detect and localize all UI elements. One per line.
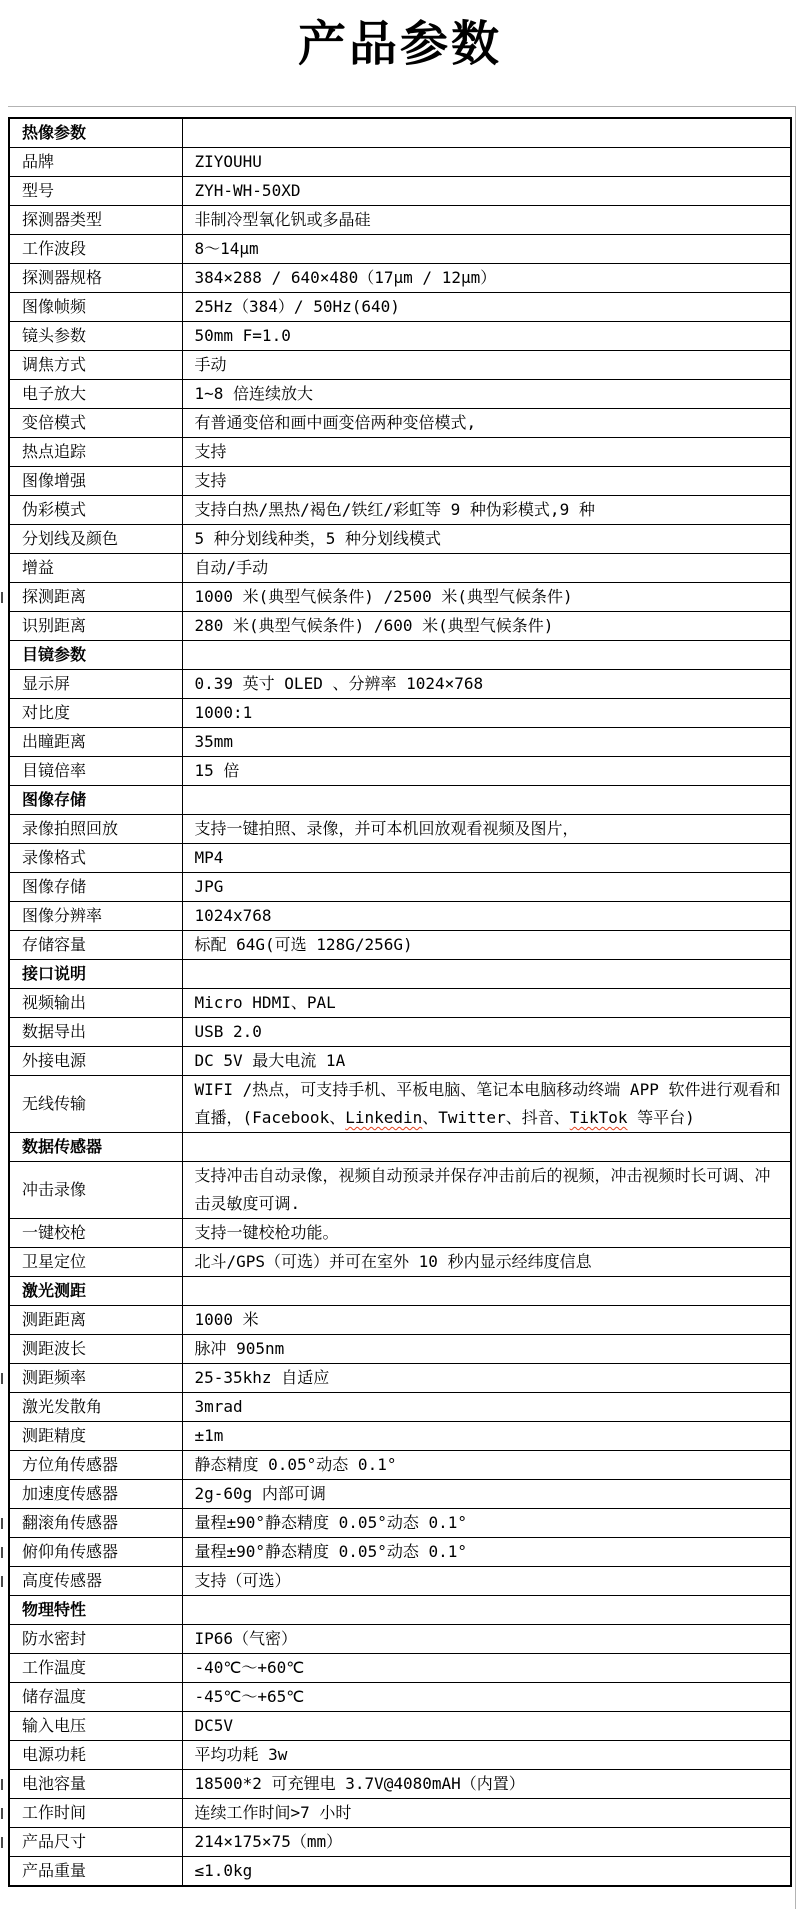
spec-label: 调焦方式 xyxy=(9,351,182,380)
spec-value: 35mm xyxy=(182,728,791,757)
table-row xyxy=(9,1683,791,1712)
spec-label: 测距精度 xyxy=(9,1422,182,1451)
section-row xyxy=(9,1596,791,1625)
spec-label: 显示屏 xyxy=(9,670,182,699)
section-row xyxy=(9,1133,791,1162)
page-title: 产品参数 xyxy=(297,16,502,72)
table-row xyxy=(9,1741,791,1770)
spec-label: 测距频率 xyxy=(9,1364,182,1393)
table-row xyxy=(9,235,791,264)
table-row xyxy=(9,1712,791,1741)
value-text: WIFI /热点，可支持手机、平板电脑、笔记本电脑移动终端 APP 软件进行观看和直播，(Facebook、 xyxy=(194,1080,781,1127)
spec-value: 手动 xyxy=(182,351,791,380)
spec-value: MP4 xyxy=(182,844,791,873)
spec-label: 热点追踪 xyxy=(9,438,182,467)
spec-label: 识别距离 xyxy=(9,612,182,641)
spec-label: 图像增强 xyxy=(9,467,182,496)
spec-value: 2g-60g 内部可调 xyxy=(182,1480,791,1509)
table-row xyxy=(9,1335,791,1364)
spec-label: 数据导出 xyxy=(9,1018,182,1047)
spec-value: 3mrad xyxy=(182,1393,791,1422)
spec-label: 产品尺寸 xyxy=(9,1828,182,1857)
spec-label: 高度传感器 xyxy=(9,1567,182,1596)
spec-value: 支持（可选） xyxy=(182,1567,791,1596)
spec-label: 工作波段 xyxy=(9,235,182,264)
spec-label: 外接电源 xyxy=(9,1047,182,1076)
spec-value: DC 5V 最大电流 1A xyxy=(182,1047,791,1076)
spec-label: 无线传输 xyxy=(9,1076,182,1133)
spec-label: 测距波长 xyxy=(9,1335,182,1364)
table-row xyxy=(9,931,791,960)
table-row xyxy=(9,1567,791,1596)
table-row xyxy=(9,670,791,699)
table-row xyxy=(9,1393,791,1422)
spec-table-container xyxy=(8,106,796,1909)
spec-value: -40℃～+60℃ xyxy=(182,1654,791,1683)
spec-label: 目镜倍率 xyxy=(9,757,182,786)
spec-value: 1~8 倍连续放大 xyxy=(182,380,791,409)
spec-label: 品牌 xyxy=(9,148,182,177)
spec-label: 图像帧频 xyxy=(9,293,182,322)
table-row xyxy=(9,1162,791,1219)
spec-value xyxy=(182,960,791,989)
section-title: 激光测距 xyxy=(9,1277,182,1306)
revision-mark xyxy=(1,592,3,603)
spec-value: 1000 米 xyxy=(182,1306,791,1335)
table-row xyxy=(9,1076,791,1133)
spec-label: 变倍模式 xyxy=(9,409,182,438)
spec-value: Micro HDMI、PAL xyxy=(182,989,791,1018)
spec-label: 储存温度 xyxy=(9,1683,182,1712)
table-row xyxy=(9,1422,791,1451)
spec-value: 214×175×75（mm） xyxy=(182,1828,791,1857)
table-row xyxy=(9,177,791,206)
revision-mark xyxy=(1,1808,3,1819)
spec-value xyxy=(182,1277,791,1306)
spec-label: 电子放大 xyxy=(9,380,182,409)
spec-label: 图像分辨率 xyxy=(9,902,182,931)
table-row xyxy=(9,525,791,554)
spec-label: 激光发散角 xyxy=(9,1393,182,1422)
table-row xyxy=(9,1828,791,1857)
spec-value: 支持一键校枪功能。 xyxy=(182,1219,791,1248)
spec-label: 电源功耗 xyxy=(9,1741,182,1770)
section-row xyxy=(9,1277,791,1306)
spec-label: 一键校枪 xyxy=(9,1219,182,1248)
spec-value: 25-35khz 自适应 xyxy=(182,1364,791,1393)
table-row xyxy=(9,612,791,641)
spec-label: 卫星定位 xyxy=(9,1248,182,1277)
table-row xyxy=(9,409,791,438)
spellchecked-word: Linkedin xyxy=(345,1108,423,1127)
spec-value: ≤1.0kg xyxy=(182,1857,791,1887)
spec-label: 工作时间 xyxy=(9,1799,182,1828)
spec-label: 对比度 xyxy=(9,699,182,728)
table-row xyxy=(9,699,791,728)
spec-value: 384×288 / 640×480（17μm / 12μm） xyxy=(182,264,791,293)
revision-mark xyxy=(1,1576,3,1587)
table-row xyxy=(9,206,791,235)
revision-mark xyxy=(1,1518,3,1529)
spec-label: 探测距离 xyxy=(9,583,182,612)
table-row xyxy=(9,148,791,177)
spec-label: 冲击录像 xyxy=(9,1162,182,1219)
table-row xyxy=(9,757,791,786)
section-title: 物理特性 xyxy=(9,1596,182,1625)
spec-value: 18500*2 可充锂电 3.7V@4080mAH（内置） xyxy=(182,1770,791,1799)
spec-label: 伪彩模式 xyxy=(9,496,182,525)
section-title: 接口说明 xyxy=(9,960,182,989)
spec-value: 25Hz（384）/ 50Hz(640) xyxy=(182,293,791,322)
table-row xyxy=(9,902,791,931)
spec-value: 脉冲 905nm xyxy=(182,1335,791,1364)
revision-mark xyxy=(1,1373,3,1384)
spec-table xyxy=(8,117,792,1887)
section-title: 图像存储 xyxy=(9,786,182,815)
revision-mark xyxy=(1,1837,3,1848)
spec-value: USB 2.0 xyxy=(182,1018,791,1047)
spec-label: 电池容量 xyxy=(9,1770,182,1799)
spec-label: 防水密封 xyxy=(9,1625,182,1654)
spec-label: 产品重量 xyxy=(9,1857,182,1887)
spec-value: 1000:1 xyxy=(182,699,791,728)
spec-label: 出瞳距离 xyxy=(9,728,182,757)
table-row xyxy=(9,1857,791,1887)
spec-value: 支持白热/黑热/褐色/铁红/彩虹等 9 种伪彩模式,9 种 xyxy=(182,496,791,525)
table-row xyxy=(9,989,791,1018)
spec-value xyxy=(182,1076,791,1133)
spec-value: 8～14μm xyxy=(182,235,791,264)
spec-value: 支持 xyxy=(182,438,791,467)
spec-value: JPG xyxy=(182,873,791,902)
value-text: 、Twitter、抖音、 xyxy=(422,1108,570,1127)
spec-label: 测距距离 xyxy=(9,1306,182,1335)
table-row xyxy=(9,496,791,525)
table-row xyxy=(9,264,791,293)
table-row xyxy=(9,1480,791,1509)
table-row xyxy=(9,467,791,496)
table-row xyxy=(9,1770,791,1799)
spec-value: 0.39 英寸 OLED 、分辨率 1024×768 xyxy=(182,670,791,699)
spec-label: 镜头参数 xyxy=(9,322,182,351)
section-row xyxy=(9,786,791,815)
spec-value: 连续工作时间>7 小时 xyxy=(182,1799,791,1828)
revision-mark xyxy=(1,1779,3,1790)
spec-label: 翻滚角传感器 xyxy=(9,1509,182,1538)
spec-value: 1024x768 xyxy=(182,902,791,931)
spec-label: 俯仰角传感器 xyxy=(9,1538,182,1567)
spec-label: 分划线及颜色 xyxy=(9,525,182,554)
spec-value: 50mm F=1.0 xyxy=(182,322,791,351)
spec-label: 增益 xyxy=(9,554,182,583)
section-title: 热像参数 xyxy=(9,118,182,148)
table-row xyxy=(9,1799,791,1828)
table-row xyxy=(9,1219,791,1248)
table-row xyxy=(9,1364,791,1393)
spec-value xyxy=(182,118,791,148)
spec-value: 非制冷型氧化钒或多晶硅 xyxy=(182,206,791,235)
value-text: 等平台) xyxy=(627,1108,695,1127)
spec-label: 探测器类型 xyxy=(9,206,182,235)
section-row xyxy=(9,641,791,670)
table-row xyxy=(9,554,791,583)
spec-label: 视频输出 xyxy=(9,989,182,1018)
spec-value: ±1m xyxy=(182,1422,791,1451)
table-row xyxy=(9,1047,791,1076)
table-row xyxy=(9,1018,791,1047)
table-row xyxy=(9,380,791,409)
table-row xyxy=(9,1538,791,1567)
spec-value: 北斗/GPS（可选）并可在室外 10 秒内显示经纬度信息 xyxy=(182,1248,791,1277)
spec-value: IP66（气密） xyxy=(182,1625,791,1654)
table-row xyxy=(9,322,791,351)
spec-value: 5 种分划线种类，5 种分划线模式 xyxy=(182,525,791,554)
spec-label: 加速度传感器 xyxy=(9,1480,182,1509)
spec-value xyxy=(182,1596,791,1625)
spec-value: DC5V xyxy=(182,1712,791,1741)
spec-value: 静态精度 0.05°动态 0.1° xyxy=(182,1451,791,1480)
table-row xyxy=(9,873,791,902)
spec-value: 量程±90°静态精度 0.05°动态 0.1° xyxy=(182,1538,791,1567)
table-row xyxy=(9,1306,791,1335)
spec-label: 录像格式 xyxy=(9,844,182,873)
spec-label: 图像存储 xyxy=(9,873,182,902)
spec-label: 录像拍照回放 xyxy=(9,815,182,844)
spec-label: 探测器规格 xyxy=(9,264,182,293)
spec-value xyxy=(182,1133,791,1162)
section-row xyxy=(9,118,791,148)
section-title: 数据传感器 xyxy=(9,1133,182,1162)
spec-value: 自动/手动 xyxy=(182,554,791,583)
section-title: 目镜参数 xyxy=(9,641,182,670)
spec-value: 15 倍 xyxy=(182,757,791,786)
spec-value: ZYH-WH-50XD xyxy=(182,177,791,206)
table-row xyxy=(9,1509,791,1538)
table-row xyxy=(9,728,791,757)
table-row xyxy=(9,293,791,322)
table-row xyxy=(9,438,791,467)
table-row xyxy=(9,815,791,844)
spec-value: 280 米(典型气候条件) /600 米(典型气候条件) xyxy=(182,612,791,641)
table-row xyxy=(9,351,791,380)
spec-value: 量程±90°静态精度 0.05°动态 0.1° xyxy=(182,1509,791,1538)
spec-label: 方位角传感器 xyxy=(9,1451,182,1480)
table-row xyxy=(9,844,791,873)
spec-value xyxy=(182,786,791,815)
spec-value: 平均功耗 3w xyxy=(182,1741,791,1770)
table-row xyxy=(9,1451,791,1480)
spec-value: 1000 米(典型气候条件) /2500 米(典型气候条件) xyxy=(182,583,791,612)
spec-value: 标配 64G(可选 128G/256G) xyxy=(182,931,791,960)
revision-mark xyxy=(1,1547,3,1558)
spec-value: -45℃～+65℃ xyxy=(182,1683,791,1712)
spec-label: 工作温度 xyxy=(9,1654,182,1683)
spec-label: 存储容量 xyxy=(9,931,182,960)
section-row xyxy=(9,960,791,989)
spec-value: 支持冲击自动录像，视频自动预录并保存冲击前后的视频，冲击视频时长可调、冲击灵敏度可调. xyxy=(182,1162,791,1219)
spec-value xyxy=(182,641,791,670)
spec-label: 输入电压 xyxy=(9,1712,182,1741)
spellchecked-word: TikTok xyxy=(569,1108,628,1127)
table-row xyxy=(9,1654,791,1683)
table-row xyxy=(9,1248,791,1277)
spec-value: 支持一键拍照、录像，并可本机回放观看视频及图片， xyxy=(182,815,791,844)
table-row xyxy=(9,1625,791,1654)
table-row xyxy=(9,583,791,612)
spec-value: ZIYOUHU xyxy=(182,148,791,177)
spec-value: 支持 xyxy=(182,467,791,496)
spec-label: 型号 xyxy=(9,177,182,206)
spec-value: 有普通变倍和画中画变倍两种变倍模式, xyxy=(182,409,791,438)
